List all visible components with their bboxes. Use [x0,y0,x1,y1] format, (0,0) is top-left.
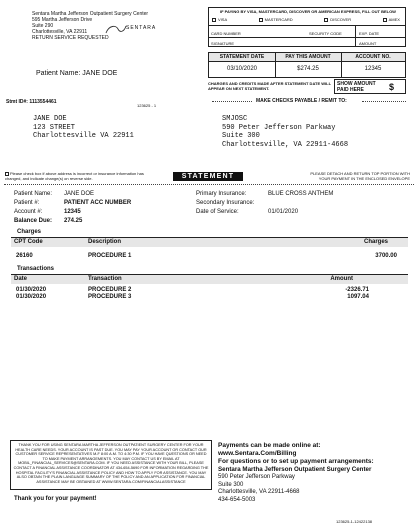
remit-address-city: Charlottesville, VA 22911-4668 [222,140,349,149]
patient-address-city: Charlottesville VA 22911 [33,132,134,140]
transaction-row [11,294,408,302]
pay-amount-value: $274.25 [297,66,319,72]
statement-summary [208,52,406,78]
transaction-date: 01/30/2020 [16,294,47,300]
show-amount-paid-label: SHOW AMOUNT PAID HERE [337,81,376,93]
account-no-value: 12345 [364,66,382,72]
statement-date-header: STATEMENT DATE [219,54,265,60]
account-no-header: ACCOUNT NO. [355,54,391,60]
patient-address-name: JANE DOE [33,115,67,123]
detail-balance-due: Balance Due: 274.25 [14,218,83,224]
visa-option[interactable]: VISA [212,17,229,22]
summary-values-row [209,66,405,74]
sender-street: 595 Martha Jefferson Drive [32,17,93,23]
charges-credits-note: CHARGES AND CREDITS MADE AFTER STATEMENT DATE WILL APPEAR ON NEXT STATEMENT. [208,81,331,91]
charges-section-title: Charges [17,229,42,235]
remit-address-name: SMJOSC [222,115,248,123]
transaction-amount: -2326.71 [345,287,369,293]
discover-checkbox[interactable] [324,18,328,22]
sender-suite: Suite 290 [32,23,54,29]
statement-id: Stmt ID#: 1113554461 [6,99,57,105]
remit-address [222,115,348,149]
transactions-header-row [11,275,408,284]
date-header: Date [14,276,28,282]
footer-contact [218,442,414,474]
discover-option[interactable]: DISCOVER [324,17,353,22]
patient-name-line: Patient Name: JANE DOE [36,70,118,77]
pay-online-link[interactable]: www.Sentara.Com/Billing [218,450,297,457]
patient-details [14,191,194,227]
footer-address [218,474,408,504]
signature-label: SIGNATURE [211,41,235,46]
return-service-requested: RETURN SERVICE REQUESTED [32,35,109,41]
detail-account-number: Account #: 12345 [14,209,81,215]
detail-patient-number: Patient #: PATIENT ACC NUMBER [14,200,132,206]
security-code-label: SECURITY CODE [309,31,342,36]
amount-paid-box[interactable] [334,79,406,94]
detach-note: PLEASE DETACH AND RETURN TOP PORTION WITH YOUR PAYMENT IN THE ENCLOSED ENVELOPE [310,171,410,181]
amex-option[interactable]: AMEX [383,17,402,22]
transaction-name: PROCEDURE 3 [88,294,132,300]
footer-address-street: 590 Peter Jefferson Parkway [218,474,295,480]
statement-title: STATEMENT [181,173,235,180]
mastercard-checkbox[interactable] [259,18,263,22]
statement-date-value: 03/10/2020 [226,66,258,72]
insurance-details [196,191,406,218]
description-header: Description [88,239,122,245]
detail-primary-insurance: Primary Insurance: BLUE CROSS ANTHEM [196,191,334,197]
footer-notice-text: THANK YOU FOR USING SENTARA MARTHA JEFFERSON OUTPATIENT SURGERY CENTER FOR YOUR HEALTH CARE NEEDS. YOUR ACCOUNT IS PAST DUE. YOU MAY PAY YOUR ACCOUNT OR CONTACT OUR CUSTOMER SERVICE REPRESENTATIVES M-F 8:00 A.M. TO 4:30 P.M. IF YOU HAVE QUESTIONS OR NEED TO MAKE PAYMENT ARRANGEMENTS. YOU MAY CONTACT US BY EMAIL AT MOBIL_FINANCIAL_SERVICES@SENTARA.COM. IF YOU NEED ASSISTANCE WITH YOUR BILL, PLEASE CONTACT A FINANCIAL ASSISTANCE COORDINATOR AT 434-654-5690 FOR INFORMATION REGARDING THE HOSPITAL FACILITY'S FINANCIAL ASSISTANCE POLICY AND HOW TO APPLY FOR ASSISTANCE. YOU MAY ALSO OBTAIN THE PLAIN LANGUAGE SUMMARY OF THE POLICY AND AN APPLICATION FOR FINANCIAL ASSISTANCE MAY BE OBTAINED AT WWW.SENTARA.COM/FINANCIALASSISTANCE [13,443,209,484]
sentara-logo [104,22,162,34]
sender-name: Sentara Martha Jefferson Outpatient Surgery Center [32,11,149,17]
pay-online-label: Payments can be made online at: [218,442,321,449]
logo-text: SENTARA [126,25,157,31]
footer-phone: 434-654-5003 [218,496,256,503]
transaction-name: PROCEDURE 2 [88,287,132,293]
address-change-note: Please check box if above address is incorrect or insurance information has changed, and indicate change(s) on reverse side. [5,171,144,181]
footer-address-suite: Suite 300 [218,481,244,488]
transactions-section-title: Transactions [17,266,55,272]
pay-amount-header: PAY THIS AMOUNT [285,54,331,60]
amount-paid-dollar: $ [389,82,395,92]
charge-description: PROCEDURE 1 [88,253,132,259]
remit-to-label: MAKE CHECKS PAYABLE / REMIT TO: [256,98,347,104]
mastercard-option[interactable]: MASTERCARD [259,17,295,22]
transaction-amount: 1097.04 [347,294,369,300]
footer-notice-box [10,440,212,490]
charges-header-row [11,238,408,247]
visa-checkbox[interactable] [212,18,216,22]
patient-address [33,115,134,141]
center-name: Sentara Martha Jefferson Outpatient Surgery Center [218,466,372,473]
patient-address-street: 123 STREET [33,123,76,132]
thank-you-message: Thank you for your payment! [14,496,97,502]
detail-secondary-insurance: Secondary Insurance: [196,200,255,206]
card-payment-box [208,7,406,47]
detail-date-of-service: Date of Service: 01/01/2020 [196,209,299,215]
cpt-code-header: CPT Code [14,239,43,245]
summary-header-row [209,53,405,61]
transaction-date: 01/30/2020 [16,287,47,293]
sender-city: Charlottesville, VA 22911 [32,29,88,35]
charges-row [11,253,408,261]
exp-date-label: EXP. DATE [359,31,380,36]
amount-label: AMOUNT [359,41,377,46]
bottom-scan-code: 123625-1-12422138 [336,519,373,524]
card-type-options [212,17,404,22]
detail-patient-name: Patient Name: JANE DOE [14,191,95,197]
amount-header: Amount [330,276,353,282]
charges-header: Charges [363,239,388,245]
transaction-header: Transaction [88,276,122,282]
charge-cpt-code: 26160 [16,253,33,259]
scan-code: 123625 - 1 [137,103,157,108]
remit-address-suite: Suite 300 [222,132,260,140]
footer-address-city: Charlottesville, VA 22911-4668 [218,489,300,495]
charge-amount: 3700.00 [375,253,397,259]
remit-address-street: 590 Peter Jefferson Parkway [222,123,336,132]
card-box-title: IF PAYING BY VISA, MASTERCARD, DISCOVER OR AMERICAN EXPRESS, FILL OUT BELOW [220,9,396,14]
statement-title-bar [173,172,243,181]
card-number-label: CARD NUMBER [211,31,241,36]
amex-checkbox[interactable] [383,18,387,22]
questions-label: For questions or to set up payment arrangements: [218,458,374,465]
